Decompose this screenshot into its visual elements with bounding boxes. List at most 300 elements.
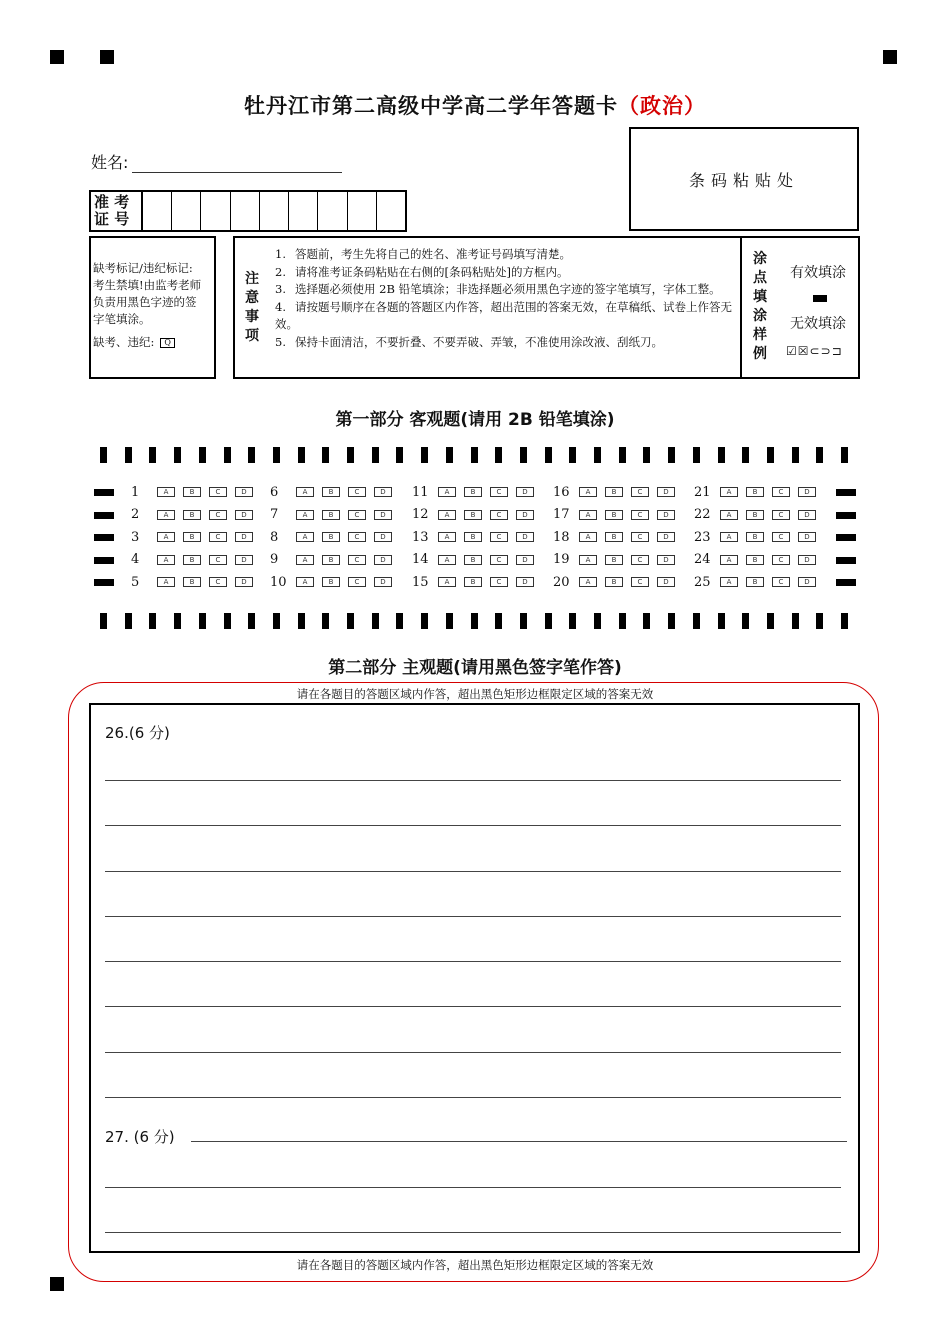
question-number: 8 <box>270 529 279 545</box>
mcq-question <box>270 553 400 567</box>
exam-id-digit-cell[interactable] <box>201 192 230 230</box>
answer-bubble[interactable]: B <box>464 487 482 497</box>
question-number: 17 <box>553 507 570 522</box>
question-number: 19 <box>553 552 570 567</box>
question-number: 5 <box>131 574 140 590</box>
answer-bubble[interactable]: B <box>183 532 201 542</box>
question-number: 11 <box>412 484 429 500</box>
row-side-mark <box>836 557 856 564</box>
answer-bubble[interactable]: A <box>720 577 738 587</box>
answer-bubble[interactable]: D <box>374 555 392 565</box>
fill-sample-heading-char: 点 <box>753 270 767 286</box>
row-side-mark <box>94 579 114 586</box>
answer-bubble[interactable]: B <box>322 510 340 520</box>
answer-bubble[interactable]: A <box>720 532 738 542</box>
answer-box[interactable] <box>89 703 860 1253</box>
timing-mark <box>149 447 156 463</box>
mcq-question <box>270 530 400 544</box>
question-number: 9 <box>270 552 279 567</box>
answer-bubble[interactable]: B <box>322 555 340 565</box>
note-item <box>275 299 735 334</box>
timing-mark <box>372 613 379 629</box>
timing-mark <box>224 447 231 463</box>
timing-mark <box>693 613 700 629</box>
mcq-question <box>270 575 400 589</box>
alignment-mark-bottom-left <box>50 1277 64 1291</box>
timing-mark <box>569 613 576 629</box>
answer-bubble[interactable]: D <box>657 487 675 497</box>
answer-bubble[interactable]: A <box>157 532 175 542</box>
answer-bubble[interactable]: C <box>772 487 790 497</box>
answer-bubble[interactable]: A <box>438 555 456 565</box>
row-side-mark <box>836 489 856 496</box>
title-main: 牡丹江市第二高级中学高二学年答题卡 <box>244 94 618 118</box>
section1-title: 第一部分 客观题(请用 2B 铅笔填涂) <box>335 410 615 430</box>
answer-bubble[interactable]: A <box>296 532 314 542</box>
timing-marks-top <box>100 447 848 463</box>
mcq-question <box>131 553 261 567</box>
timing-mark <box>495 447 502 463</box>
question-number: 7 <box>270 507 279 522</box>
answer-bubble[interactable]: B <box>605 577 623 587</box>
answer-bubble[interactable]: D <box>235 532 253 542</box>
notes-list <box>275 246 735 351</box>
answer-line[interactable] <box>105 825 841 826</box>
fill-sample-heading-char: 涂 <box>753 251 767 267</box>
answer-bubble[interactable]: A <box>157 555 175 565</box>
question-number: 20 <box>553 574 570 590</box>
row-side-mark <box>836 534 856 541</box>
mcq-question <box>553 575 683 589</box>
row-side-mark <box>836 579 856 586</box>
note-text: 选择题必须使用 2B 铅笔填涂；非选择题必须用黑色字迹的签字笔填写，字体工整。 <box>295 282 721 296</box>
question-26-label: 26.(6 分) <box>105 724 170 742</box>
note-item <box>275 264 735 282</box>
answer-bubble[interactable]: B <box>464 577 482 587</box>
answer-bubble[interactable]: C <box>490 487 508 497</box>
timing-mark <box>273 613 280 629</box>
answer-bubble[interactable]: D <box>798 510 816 520</box>
timing-mark <box>199 447 206 463</box>
answer-bubble[interactable]: C <box>209 555 227 565</box>
timing-mark <box>767 613 774 629</box>
timing-mark <box>816 613 823 629</box>
answer-bubble[interactable]: B <box>183 487 201 497</box>
answer-bubble[interactable]: C <box>631 487 649 497</box>
answer-bubble[interactable]: B <box>746 577 764 587</box>
timing-mark <box>816 447 823 463</box>
timing-mark <box>372 447 379 463</box>
timing-mark <box>298 447 305 463</box>
answer-bubble[interactable]: C <box>490 510 508 520</box>
mcq-question <box>131 575 261 589</box>
answer-bubble[interactable]: A <box>438 577 456 587</box>
absent-line: 负责用黑色字迹的签 <box>93 295 197 309</box>
answer-bubble[interactable]: B <box>183 555 201 565</box>
mcq-question <box>131 530 261 544</box>
question-number: 14 <box>412 552 429 567</box>
answer-bubble[interactable]: B <box>183 510 201 520</box>
answer-bubble[interactable]: B <box>746 532 764 542</box>
answer-bubble[interactable]: C <box>772 532 790 542</box>
exam-id-digit-cell[interactable] <box>172 192 201 230</box>
answer-bubble[interactable]: D <box>657 510 675 520</box>
answer-bubble[interactable]: C <box>490 577 508 587</box>
title-subject: （政治） <box>618 94 706 118</box>
timing-mark <box>100 447 107 463</box>
answer-bubble[interactable]: B <box>605 532 623 542</box>
answer-bubble[interactable]: D <box>374 577 392 587</box>
answer-bubble[interactable]: C <box>631 510 649 520</box>
answer-bubble[interactable]: B <box>183 577 201 587</box>
timing-mark <box>495 613 502 629</box>
answer-bubble[interactable]: A <box>720 487 738 497</box>
answer-bubble[interactable]: A <box>296 487 314 497</box>
notes-heading <box>235 238 269 377</box>
answer-bubble[interactable]: C <box>631 532 649 542</box>
exam-id-digit-cell[interactable] <box>377 192 405 230</box>
mcq-question <box>553 530 683 544</box>
timing-mark <box>273 447 280 463</box>
name-input-line[interactable] <box>132 156 342 173</box>
answer-bubble[interactable]: C <box>348 510 366 520</box>
answer-bubble[interactable]: A <box>157 577 175 587</box>
timing-mark <box>298 613 305 629</box>
answer-warning-bottom: 请在各题目的答题区域内作答，超出黑色矩形边框限定区域的答案无效 <box>296 1258 654 1272</box>
answer-bubble[interactable]: D <box>657 532 675 542</box>
answer-bubble[interactable]: C <box>209 577 227 587</box>
answer-bubble[interactable]: A <box>438 510 456 520</box>
note-number: 3. <box>275 282 286 296</box>
fill-sample-heading <box>746 250 774 364</box>
exam-id-digit-cell[interactable] <box>318 192 347 230</box>
answer-bubble[interactable]: C <box>490 555 508 565</box>
timing-mark <box>421 613 428 629</box>
answer-line[interactable] <box>105 780 841 781</box>
answer-bubble[interactable]: C <box>772 510 790 520</box>
exam-id-digit-cell[interactable] <box>348 192 377 230</box>
answer-line[interactable] <box>105 1006 841 1007</box>
timing-mark <box>643 613 650 629</box>
timing-mark <box>347 447 354 463</box>
fill-sample-heading-char: 样 <box>753 327 767 343</box>
mcq-question <box>270 508 400 522</box>
answer-bubble[interactable]: B <box>322 577 340 587</box>
answer-bubble[interactable]: A <box>157 487 175 497</box>
question-number: 24 <box>694 552 711 567</box>
answer-bubble[interactable]: A <box>296 510 314 520</box>
exam-id-label-line1: 准 考 <box>94 193 130 211</box>
answer-bubble[interactable]: D <box>374 510 392 520</box>
timing-mark <box>594 447 601 463</box>
answer-bubble[interactable]: C <box>209 532 227 542</box>
answer-bubble[interactable]: D <box>235 577 253 587</box>
exam-id-digit-cell[interactable] <box>231 192 260 230</box>
question-number: 23 <box>694 529 711 545</box>
answer-bubble[interactable]: C <box>348 555 366 565</box>
timing-mark <box>594 613 601 629</box>
mcq-question <box>270 485 400 499</box>
answer-bubble[interactable]: D <box>657 555 675 565</box>
timing-mark <box>396 613 403 629</box>
note-item <box>275 334 735 352</box>
mcq-question <box>131 485 261 499</box>
mcq-question <box>412 530 542 544</box>
timing-mark <box>347 613 354 629</box>
timing-mark <box>668 613 675 629</box>
answer-bubble[interactable]: A <box>720 555 738 565</box>
timing-mark <box>446 447 453 463</box>
answer-line[interactable] <box>105 1187 841 1188</box>
timing-mark <box>199 613 206 629</box>
row-side-mark <box>94 534 114 541</box>
name-field[interactable] <box>91 150 342 173</box>
timing-mark <box>520 447 527 463</box>
barcode-area <box>629 127 859 231</box>
answer-bubble[interactable]: D <box>798 532 816 542</box>
answer-bubble[interactable]: C <box>348 532 366 542</box>
question-number: 10 <box>270 574 287 590</box>
exam-id-digit-cell[interactable] <box>289 192 318 230</box>
answer-line[interactable] <box>105 916 841 917</box>
barcode-label: 条码粘贴处 <box>688 170 799 190</box>
timing-mark <box>174 447 181 463</box>
timing-mark <box>718 613 725 629</box>
exam-id-label-line2: 证 号 <box>94 210 130 228</box>
valid-fill-example <box>813 295 827 302</box>
mcq-question <box>694 553 824 567</box>
answer-bubble[interactable]: A <box>438 487 456 497</box>
answer-bubble[interactable]: A <box>579 510 597 520</box>
answer-line[interactable] <box>105 1097 841 1098</box>
timing-mark <box>248 447 255 463</box>
answer-bubble[interactable]: B <box>605 555 623 565</box>
answer-bubble[interactable]: C <box>348 487 366 497</box>
notes-heading-char: 事 <box>245 308 259 325</box>
timing-mark <box>619 447 626 463</box>
notes-heading-char: 项 <box>245 327 259 344</box>
answer-bubble[interactable]: B <box>605 487 623 497</box>
timing-mark <box>471 613 478 629</box>
row-side-mark <box>94 512 114 519</box>
answer-warning-top: 请在各题目的答题区域内作答，超出黑色矩形边框限定区域的答案无效 <box>296 687 654 701</box>
mcq-question <box>694 575 824 589</box>
page-title <box>0 90 950 120</box>
answer-bubble[interactable]: C <box>348 577 366 587</box>
row-side-mark <box>94 489 114 496</box>
valid-fill-label: 有效填涂 <box>790 265 846 281</box>
answer-bubble[interactable]: D <box>516 487 534 497</box>
answer-bubble[interactable]: D <box>798 577 816 587</box>
mcq-question <box>694 485 824 499</box>
exam-id-digit-cell[interactable] <box>260 192 289 230</box>
answer-bubble[interactable]: C <box>772 577 790 587</box>
answer-bubble[interactable]: D <box>516 510 534 520</box>
answer-bubble[interactable]: B <box>464 532 482 542</box>
timing-mark <box>767 447 774 463</box>
notes-heading-char: 注 <box>245 270 259 287</box>
answer-bubble[interactable]: A <box>438 532 456 542</box>
timing-mark <box>792 447 799 463</box>
notes-box <box>233 236 860 379</box>
question-number: 3 <box>131 529 140 545</box>
answer-line[interactable] <box>191 1141 847 1142</box>
answer-bubble[interactable]: D <box>235 510 253 520</box>
absent-line: 考生禁填!由监考老师 <box>93 278 202 292</box>
answer-bubble[interactable]: C <box>490 532 508 542</box>
answer-line[interactable] <box>105 871 841 872</box>
exam-id-digit-cell[interactable] <box>143 192 172 230</box>
absent-footer <box>93 334 212 351</box>
question-number: 12 <box>412 507 429 522</box>
mcq-grid <box>90 485 860 595</box>
invalid-fill-examples: ☑☒⊂⊃⊐ <box>786 344 843 358</box>
answer-line[interactable] <box>105 1232 841 1233</box>
note-number: 2. <box>275 264 286 279</box>
absent-footer-label: 缺考、违纪: <box>93 335 155 349</box>
answer-bubble[interactable]: C <box>631 555 649 565</box>
question-27-label: 27. (6 分) <box>105 1128 175 1146</box>
answer-bubble[interactable]: A <box>579 487 597 497</box>
answer-bubble[interactable]: A <box>157 510 175 520</box>
timing-mark <box>174 613 181 629</box>
row-side-mark <box>836 512 856 519</box>
answer-bubble[interactable]: D <box>516 532 534 542</box>
mcq-question <box>553 485 683 499</box>
alignment-mark-top-right <box>883 50 897 64</box>
timing-mark <box>841 447 848 463</box>
answer-bubble[interactable]: D <box>657 577 675 587</box>
name-label: 姓名: <box>91 153 129 172</box>
timing-mark <box>693 447 700 463</box>
timing-mark <box>520 613 527 629</box>
fill-sample-heading-char: 例 <box>753 346 767 362</box>
alignment-mark-top-left-2 <box>100 50 114 64</box>
timing-mark <box>643 447 650 463</box>
section2-title: 第二部分 主观题(请用黑色签字笔作答) <box>328 658 622 678</box>
question-number: 6 <box>270 484 279 500</box>
timing-mark <box>841 613 848 629</box>
answer-bubble[interactable]: D <box>235 487 253 497</box>
question-number: 16 <box>553 484 570 500</box>
timing-mark <box>569 447 576 463</box>
answer-bubble[interactable]: C <box>209 487 227 497</box>
row-side-mark <box>94 557 114 564</box>
answer-bubble[interactable]: C <box>209 510 227 520</box>
timing-mark <box>322 447 329 463</box>
absent-mark-bubble[interactable]: Q <box>160 338 175 348</box>
absent-line: 缺考标记/违纪标记: <box>93 261 193 275</box>
timing-mark <box>224 613 231 629</box>
note-text: 答题前，考生先将自己的姓名、准考证号码填写清楚。 <box>295 247 571 261</box>
answer-bubble[interactable]: D <box>516 555 534 565</box>
answer-bubble[interactable]: D <box>374 532 392 542</box>
timing-mark <box>619 613 626 629</box>
timing-mark <box>471 447 478 463</box>
answer-bubble[interactable]: B <box>605 510 623 520</box>
answer-bubble[interactable]: D <box>516 577 534 587</box>
question-number: 15 <box>412 574 429 590</box>
timing-mark <box>149 613 156 629</box>
answer-bubble[interactable]: B <box>746 555 764 565</box>
answer-line[interactable] <box>105 1052 841 1053</box>
note-number: 1. <box>275 247 286 261</box>
timing-mark <box>668 447 675 463</box>
question-number: 13 <box>412 529 429 545</box>
question-number: 1 <box>131 484 140 500</box>
answer-bubble[interactable]: D <box>374 487 392 497</box>
answer-bubble[interactable]: B <box>746 487 764 497</box>
question-number: 25 <box>694 574 711 590</box>
timing-mark <box>792 613 799 629</box>
note-text: 请按题号顺序在各题的答题区内作答，超出范围的答案无效，在草稿纸、试卷上作答无效。 <box>275 299 732 331</box>
timing-mark <box>322 613 329 629</box>
note-item <box>275 281 735 299</box>
note-number: 5. <box>275 334 286 349</box>
answer-bubble[interactable]: B <box>322 532 340 542</box>
timing-mark <box>100 613 107 629</box>
mcq-question <box>412 485 542 499</box>
mcq-question <box>694 530 824 544</box>
fill-sample-box <box>740 238 860 377</box>
mcq-question <box>412 575 542 589</box>
question-number: 2 <box>131 507 140 522</box>
note-number: 4. <box>275 299 286 314</box>
answer-bubble[interactable]: A <box>579 577 597 587</box>
notes-heading-char: 意 <box>245 289 259 306</box>
answer-bubble[interactable]: D <box>235 555 253 565</box>
note-item <box>275 246 735 264</box>
exam-id-box[interactable] <box>89 190 407 232</box>
timing-mark <box>718 447 725 463</box>
timing-mark <box>125 447 132 463</box>
answer-bubble[interactable]: B <box>464 555 482 565</box>
answer-bubble[interactable]: B <box>746 510 764 520</box>
answer-bubble[interactable]: A <box>579 532 597 542</box>
timing-mark <box>421 447 428 463</box>
mcq-question <box>412 553 542 567</box>
timing-marks-bottom <box>100 613 848 629</box>
mcq-question <box>131 508 261 522</box>
answer-line[interactable] <box>105 961 841 962</box>
question-number: 22 <box>694 507 711 522</box>
mcq-question <box>553 553 683 567</box>
question-number: 21 <box>694 484 711 500</box>
absent-violation-box <box>89 236 216 379</box>
answer-bubble[interactable]: A <box>296 577 314 587</box>
answer-bubble[interactable]: A <box>579 555 597 565</box>
timing-mark <box>742 613 749 629</box>
answer-bubble[interactable]: D <box>798 487 816 497</box>
timing-mark <box>545 613 552 629</box>
alignment-mark-top-left <box>50 50 64 64</box>
answer-bubble[interactable]: B <box>464 510 482 520</box>
timing-mark <box>125 613 132 629</box>
fill-sample-heading-char: 填 <box>753 289 767 305</box>
answer-bubble[interactable]: B <box>322 487 340 497</box>
answer-bubble[interactable]: C <box>631 577 649 587</box>
timing-mark <box>446 613 453 629</box>
answer-bubble[interactable]: C <box>772 555 790 565</box>
invalid-fill-label: 无效填涂 <box>790 316 846 332</box>
timing-mark <box>248 613 255 629</box>
mcq-question <box>694 508 824 522</box>
answer-bubble[interactable]: A <box>296 555 314 565</box>
answer-bubble[interactable]: A <box>720 510 738 520</box>
answer-bubble[interactable]: D <box>798 555 816 565</box>
timing-mark <box>396 447 403 463</box>
exam-id-label <box>91 192 143 230</box>
